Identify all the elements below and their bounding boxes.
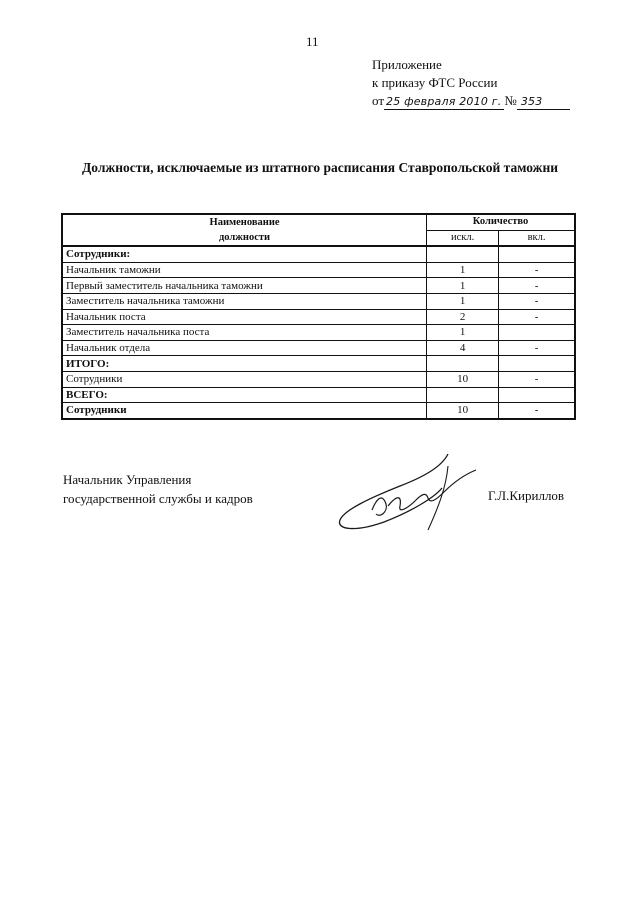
row-vkl: - — [499, 293, 575, 309]
row-iskl: 1 — [427, 293, 499, 309]
row-vkl: - — [499, 403, 575, 419]
header-vkl: вкл. — [499, 230, 575, 246]
row-vkl — [499, 356, 575, 372]
table-row — [62, 340, 575, 356]
row-name: Сотрудники: — [62, 246, 427, 262]
header-name-line-1: Наименование — [62, 214, 427, 230]
appendix-line-2: к приказу ФТС России — [372, 75, 498, 90]
table-row — [62, 262, 575, 278]
appendix-date-prefix: от — [372, 93, 385, 108]
header-name-line-2: должности — [62, 230, 427, 246]
signer-position-line-2: государственной службы и кадров — [63, 491, 253, 506]
table-row — [62, 356, 575, 372]
row-iskl — [427, 387, 499, 403]
row-name: ИТОГО: — [62, 356, 427, 372]
page-number: 11 — [306, 34, 319, 49]
row-vkl — [499, 325, 575, 341]
document-title: Должности, исключаемые из штатного расписания Ставропольской таможни — [81, 160, 559, 175]
table-row — [62, 293, 575, 309]
handwritten-signature — [330, 448, 480, 538]
header-iskl: искл. — [427, 230, 499, 246]
table-row — [62, 309, 575, 325]
row-vkl — [499, 387, 575, 403]
header-quantity: Количество — [427, 214, 575, 230]
table-row — [62, 403, 575, 419]
row-name: ВСЕГО: — [62, 387, 427, 403]
row-name: Заместитель начальника таможни — [62, 293, 427, 309]
table-row — [62, 387, 575, 403]
signer-position — [63, 470, 253, 508]
row-iskl: 10 — [427, 371, 499, 387]
row-iskl: 2 — [427, 309, 499, 325]
appendix-number-prefix: № — [504, 93, 517, 108]
row-vkl — [499, 246, 575, 262]
table-row — [62, 246, 575, 262]
row-name: Заместитель начальника поста — [62, 325, 427, 341]
table-row — [62, 371, 575, 387]
appendix-line-3 — [372, 92, 570, 110]
row-vkl: - — [499, 340, 575, 356]
appendix-line-1: Приложение — [372, 57, 442, 72]
appendix-block — [372, 56, 570, 110]
row-vkl: - — [499, 278, 575, 294]
row-name: Начальник поста — [62, 309, 427, 325]
row-vkl: - — [499, 371, 575, 387]
table-subheader-row — [62, 230, 575, 246]
row-name: Начальник отдела — [62, 340, 427, 356]
row-vkl: - — [499, 309, 575, 325]
row-vkl: - — [499, 262, 575, 278]
appendix-number: 353 — [517, 95, 571, 110]
table-row — [62, 325, 575, 341]
row-iskl: 1 — [427, 278, 499, 294]
positions-table — [61, 213, 576, 420]
table-row — [62, 278, 575, 294]
row-name: Сотрудники — [62, 371, 427, 387]
row-iskl — [427, 356, 499, 372]
appendix-date: 25 февраля 2010 г. — [384, 95, 504, 110]
row-iskl: 1 — [427, 262, 499, 278]
row-name: Сотрудники — [62, 403, 427, 419]
row-iskl — [427, 246, 499, 262]
row-iskl: 1 — [427, 325, 499, 341]
table-header-row — [62, 214, 575, 230]
row-iskl: 10 — [427, 403, 499, 419]
row-name: Первый заместитель начальника таможни — [62, 278, 427, 294]
row-iskl: 4 — [427, 340, 499, 356]
signer-name: Г.Л.Кириллов — [488, 488, 565, 503]
row-name: Начальник таможни — [62, 262, 427, 278]
signer-position-line-1: Начальник Управления — [63, 472, 192, 487]
